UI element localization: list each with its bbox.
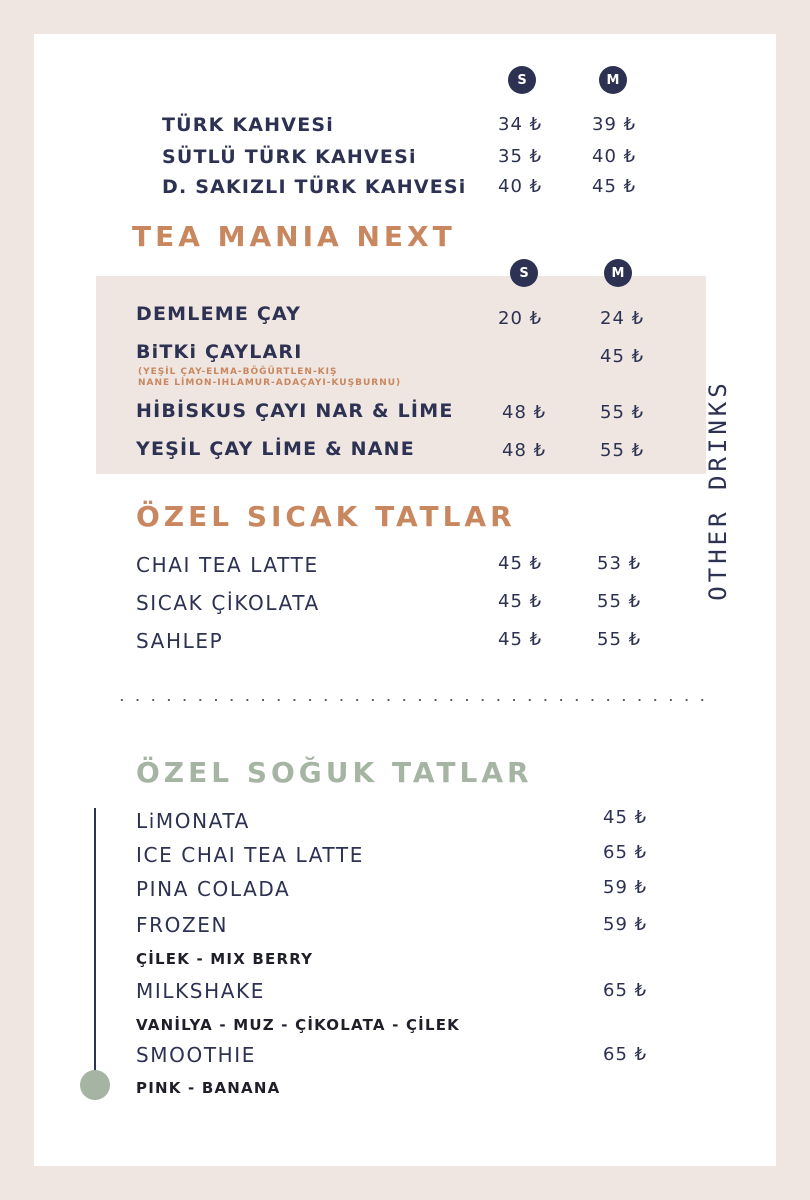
size-s-badge: S	[508, 66, 536, 94]
tea-item-name: DEMLEME ÇAY	[136, 303, 302, 325]
hot-item-name: SAHLEP	[136, 629, 224, 653]
size-m-badge: M	[604, 259, 632, 287]
cold-item-price: 65 ₺	[603, 980, 648, 1001]
tea-item-price-s: 20 ₺	[498, 308, 543, 329]
cold-item-name: PINA COLADA	[136, 877, 291, 901]
hot-item-price-m: 55 ₺	[597, 629, 642, 650]
coffee-item-price-s: 34 ₺	[498, 114, 543, 135]
cold-item-name: SMOOTHIE	[136, 1043, 257, 1067]
hot-item-price-m: 53 ₺	[597, 553, 642, 574]
cold-item-price: 65 ₺	[603, 1044, 648, 1065]
cold-item-name: ICE CHAI TEA LATTE	[136, 843, 364, 867]
decorative-circle	[80, 1070, 110, 1100]
hot-item-price-m: 55 ₺	[597, 591, 642, 612]
coffee-item-price-s: 35 ₺	[498, 146, 543, 167]
cold-item-sub: VANİLYA - MUZ - ÇİKOLATA - ÇİLEK	[136, 1016, 460, 1034]
tea-item-price-m: 55 ₺	[600, 440, 645, 461]
cold-section-title: ÖZEL SOĞUK TATLAR	[136, 756, 533, 789]
tea-item-price-m: 55 ₺	[600, 402, 645, 423]
decorative-line	[94, 808, 96, 1076]
cold-item-price: 59 ₺	[603, 877, 648, 898]
hot-item-name: SICAK ÇİKOLATA	[136, 591, 320, 615]
hot-item-price-s: 45 ₺	[498, 553, 543, 574]
hot-item-price-s: 45 ₺	[498, 629, 543, 650]
tea-item-price-s: 48 ₺	[502, 402, 547, 423]
cold-item-sub: ÇİLEK - MIX BERRY	[136, 950, 314, 968]
dotted-divider	[114, 699, 714, 701]
size-m-badge: M	[599, 66, 627, 94]
coffee-item-name: TÜRK KAHVESi	[162, 114, 334, 136]
cold-item-price: 59 ₺	[603, 914, 648, 935]
hot-item-price-s: 45 ₺	[498, 591, 543, 612]
coffee-item-name: SÜTLÜ TÜRK KAHVESi	[162, 146, 417, 168]
cold-item-sub: PINK - BANANA	[136, 1079, 281, 1097]
coffee-item-price-m: 45 ₺	[592, 176, 637, 197]
size-s-badge: S	[510, 259, 538, 287]
side-label: OTHER DRINKS	[704, 379, 732, 601]
coffee-item-price-s: 40 ₺	[498, 176, 543, 197]
tea-item-price-m: 45 ₺	[600, 346, 645, 367]
tea-section-title: TEA MANIA NEXT	[132, 220, 456, 253]
coffee-item-price-m: 40 ₺	[592, 146, 637, 167]
tea-item-name: BiTKi ÇAYLARI	[136, 341, 303, 363]
hot-section-title: ÖZEL SICAK TATLAR	[136, 500, 516, 533]
coffee-item-name: D. SAKIZLI TÜRK KAHVESi	[162, 176, 467, 198]
cold-item-name: LiMONATA	[136, 809, 250, 833]
tea-item-name: HİBİSKUS ÇAYI NAR & LİME	[136, 400, 454, 422]
tea-item-price-s: 48 ₺	[502, 440, 547, 461]
tea-item-note: (YEŞİL ÇAY-ELMA-BÖĞÜRTLEN-KIŞ	[138, 367, 338, 377]
tea-item-price-m: 24 ₺	[600, 308, 645, 329]
cold-item-price: 65 ₺	[603, 842, 648, 863]
tea-item-note: NANE LİMON-IHLAMUR-ADAÇAYI-KUŞBURNU)	[138, 378, 402, 388]
cold-item-name: FROZEN	[136, 913, 229, 937]
cold-item-price: 45 ₺	[603, 807, 648, 828]
tea-item-name: YEŞİL ÇAY LİME & NANE	[136, 438, 415, 460]
coffee-item-price-m: 39 ₺	[592, 114, 637, 135]
hot-item-name: CHAI TEA LATTE	[136, 553, 319, 577]
cold-item-name: MILKSHAKE	[136, 979, 265, 1003]
